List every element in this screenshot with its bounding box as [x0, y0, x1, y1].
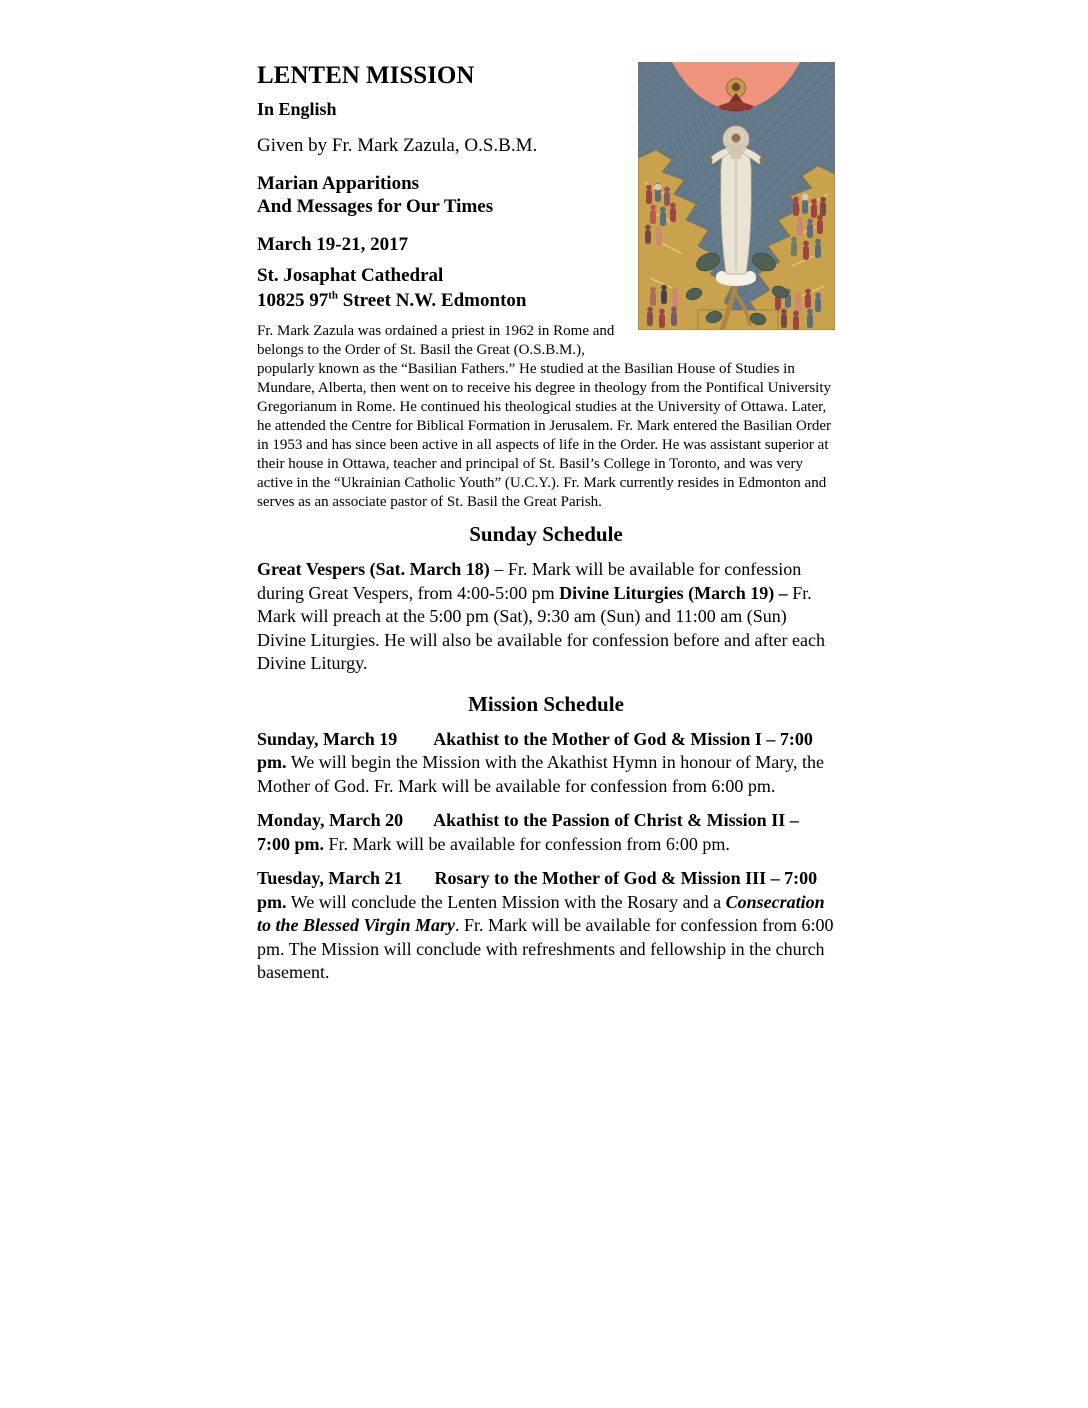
theme-line-2: And Messages for Our Times	[257, 196, 494, 217]
theme-line-1: Marian Apparitions	[257, 173, 420, 194]
mission-item-sunday: Sunday, March 19 Akathist to the Mother of God & Mission I – 7:00 pm. We will begin the Mission with the Akathist Hymn in honour of Mary, the Mother of God. Fr. Mark will be available for confession from 6:00 pm.	[257, 728, 825, 796]
mission-dates: March 19-21, 2017	[257, 234, 409, 255]
mission-item-tuesday: Tuesday, March 21 Rosary to the Mother of God & Mission III – 7:00 pm. We will conclude the Lenten Mission with the Rosary and a Consecration to the Blessed Virgin Mary. Fr. Mark will be available for confession from 6:00 pm. The Mission will conclude with refreshments and fellowship in the church basement.	[257, 868, 834, 982]
venue-address: 10825 97th Street N.W. Edmonton	[257, 289, 527, 311]
page-title: LENTEN MISSION	[257, 62, 475, 89]
document-content	[257, 62, 835, 996]
mission-schedule-heading: Mission Schedule	[468, 691, 624, 716]
ordinal-superscript: th	[328, 289, 339, 302]
presenter-line: Given by Fr. Mark Zazula, O.S.B.M.	[257, 135, 538, 156]
mission-item-monday: Monday, March 20 Akathist to the Passion of Christ & Mission II – 7:00 pm. Fr. Mark will be available for confession from 6:00 pm.	[257, 810, 799, 854]
biography-paragraph: Fr. Mark Zazula was ordained a priest in 1962 in Rome and belongs to the Order of St. Basil the Great (O.S.B.M.), popularly known as the “Basilian Fathers.” He studied at the Basilian House of Studies in Mundare, Alberta, then went on to receive his degree in theology from the Pontifical University Gregorianum in Rome. He continued his theological studies at the University of Ottawa. Later, he attended the Centre for Biblical Formation in Jerusalem. Fr. Mark entered the Basilian Order in 1953 and has since been active in all aspects of life in the Order. He was assistant superior at their house in Ottawa, teacher and principal of St. Basil’s College in Toronto, and was very active in the “Ukrainian Catholic Youth” (U.C.Y.). Fr. Mark currently resides in Edmonton and serves as an associate pastor of St. Basil the Great Parish.	[257, 323, 832, 510]
language-subtitle: In English	[257, 99, 337, 119]
sunday-schedule-paragraph: Great Vespers (Sat. March 18) – Fr. Mark will be available for confession during Great Vespers, from 4:00-5:00 pm Divine Liturgies (March 19) – Fr. Mark will preach at the 5:00 pm (Sat), 9:30 am (Sun) and 11:00 am (Sun) Divine Liturgies. He will also be available for confession before and after each Divine Liturgy.	[257, 559, 825, 673]
venue-name: St. Josaphat Cathedral	[257, 265, 444, 286]
marian-icon-artwork	[638, 62, 835, 330]
sunday-schedule-heading: Sunday Schedule	[469, 522, 623, 546]
marian-icon-image	[638, 62, 835, 330]
